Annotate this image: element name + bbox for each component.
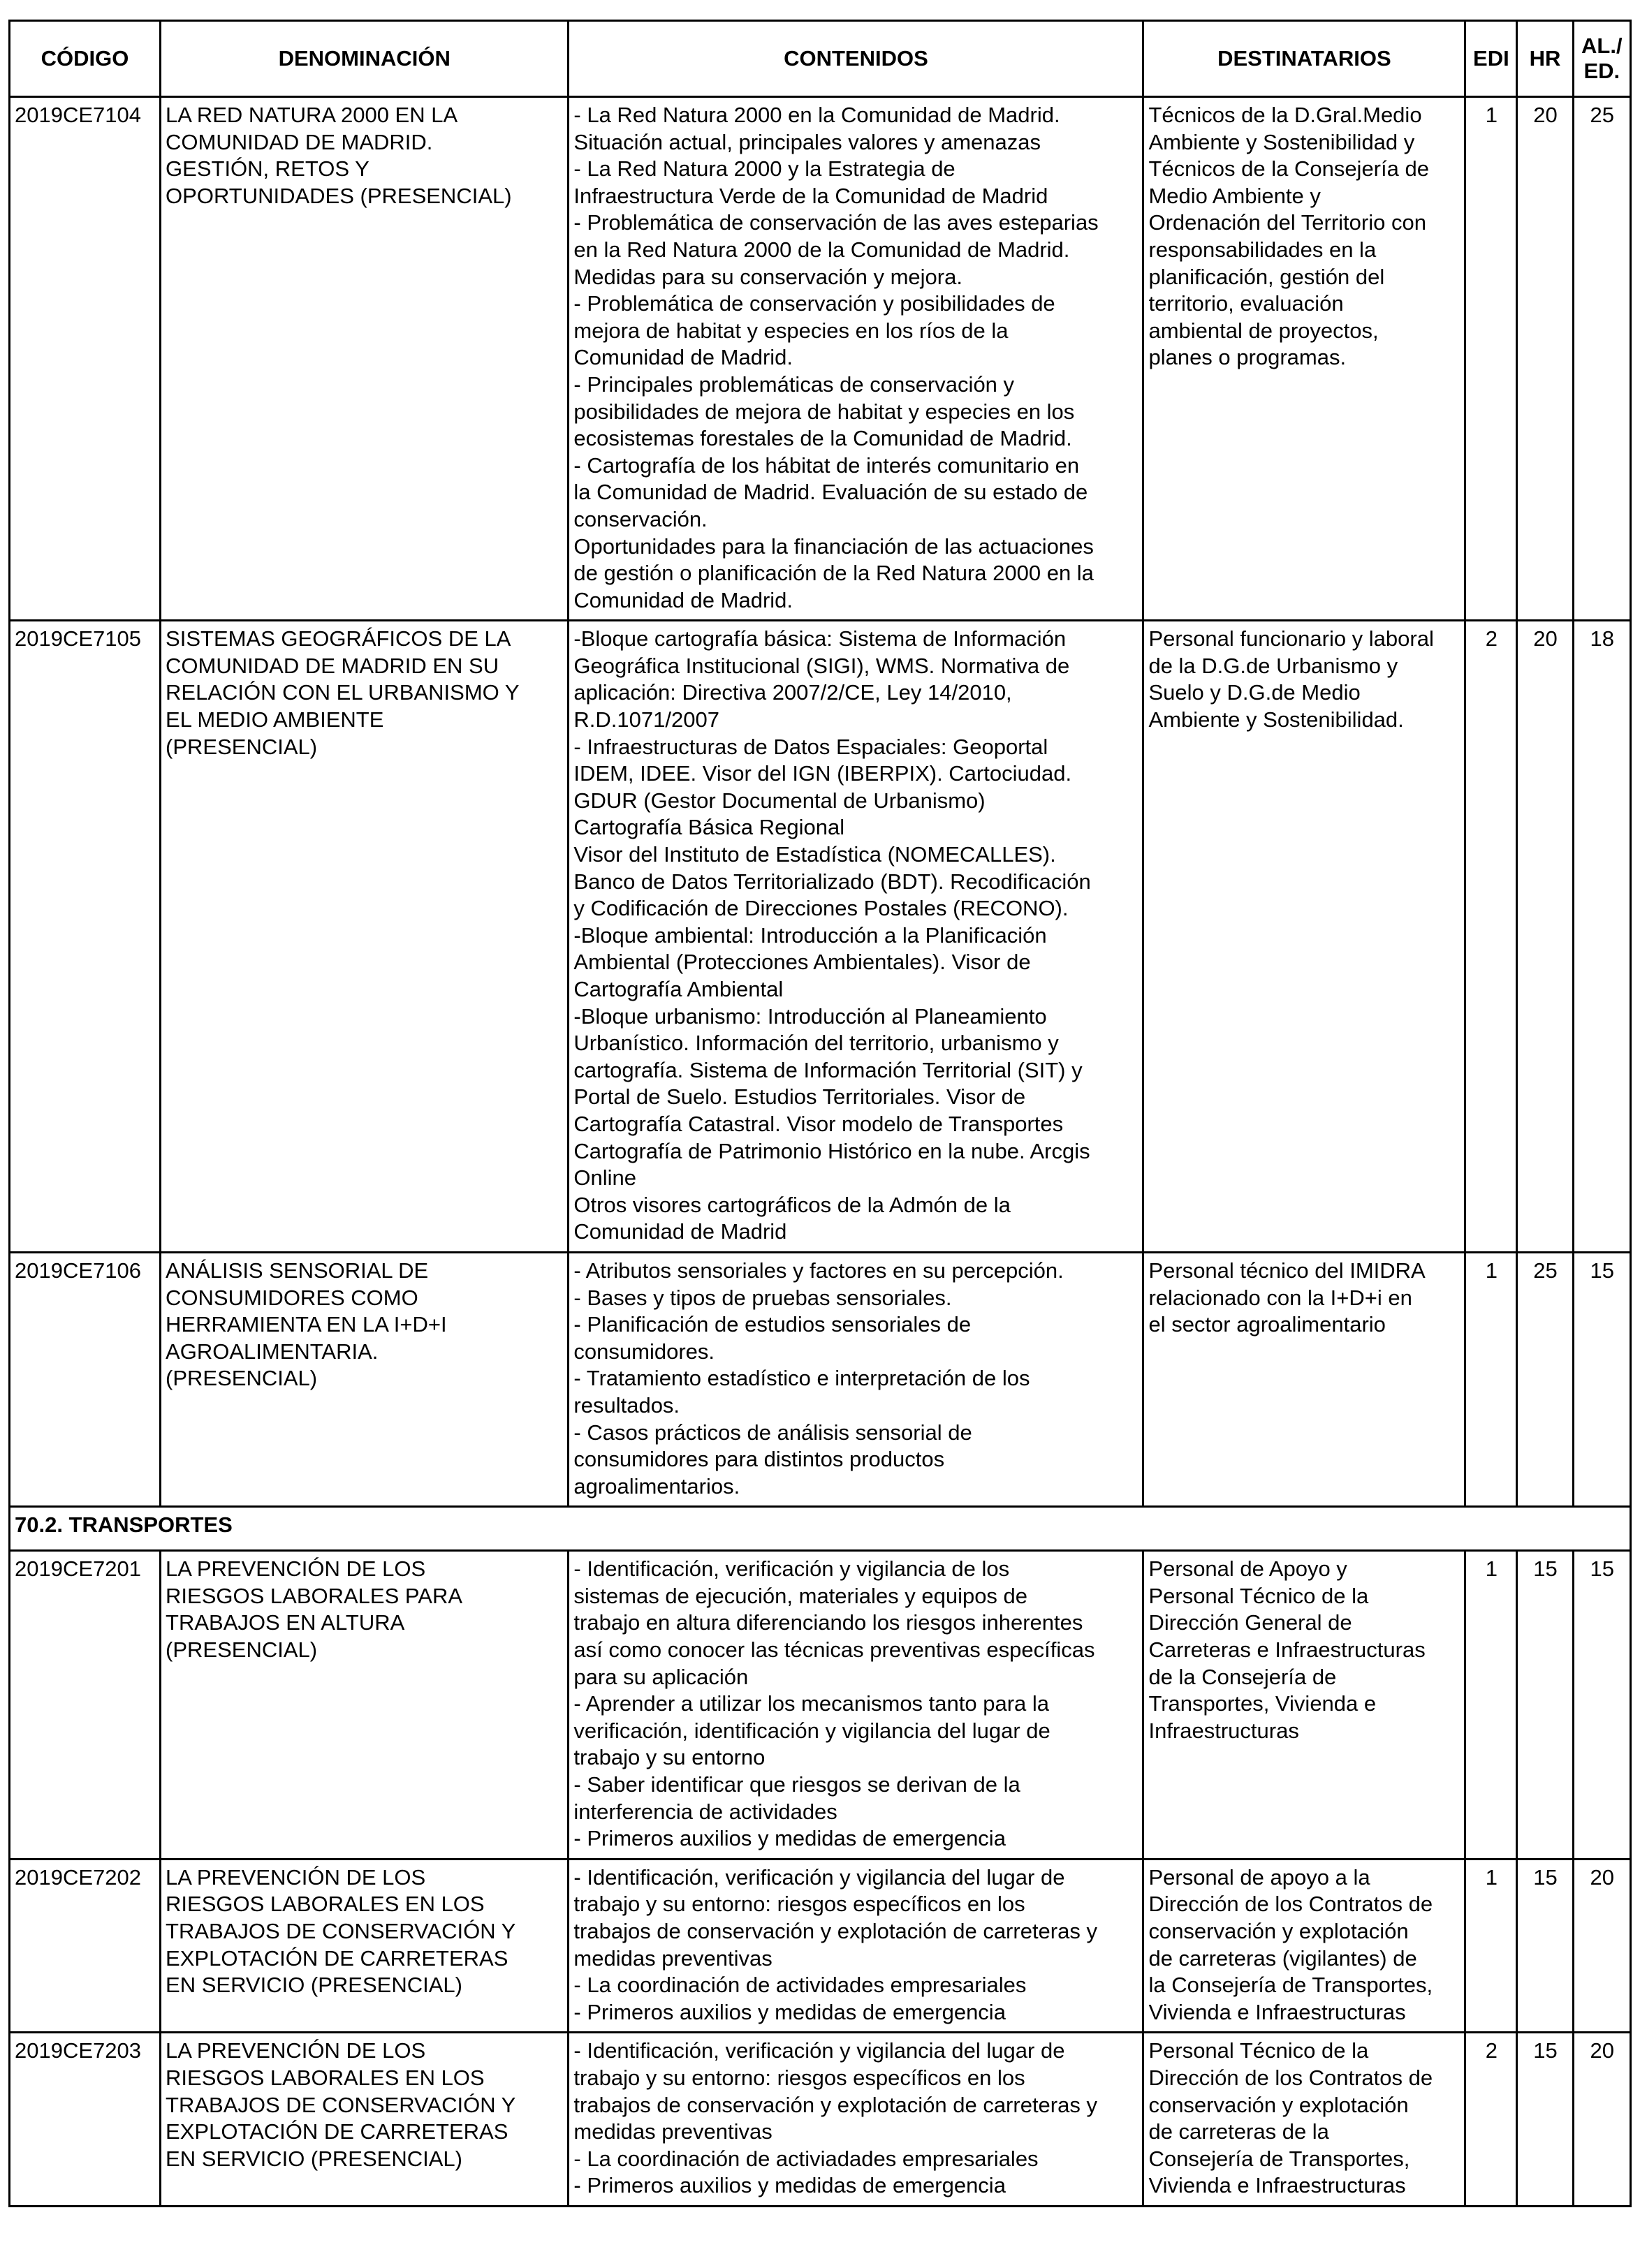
course-contents-line: mejora de habitat y especies en los ríos de la [573,318,1009,343]
course-name-line: TRABAJOS EN ALTURA [166,1610,405,1635]
course-contents-line: conservación. [573,506,708,531]
course-name-line: CONSUMIDORES COMO [166,1285,418,1310]
course-contents-line: - Aprender a utilizar los mecanismos tanto para la [573,1691,1050,1716]
course-hours: 20 [1517,97,1573,621]
course-audience-line: Transportes, Vivienda e [1148,1691,1377,1716]
courses-table [8,20,1632,2207]
course-audience-line: de la Consejería de [1148,1664,1337,1689]
course-contents [569,1551,1143,1860]
course-audience-line: Dirección General de [1148,1610,1352,1635]
course-name-line: SISTEMAS GEOGRÁFICOS DE LA [166,626,511,651]
course-contents-line: Ambiental (Protecciones Ambientales). Visor de [573,950,1031,975]
course-contents-line: consumidores para distintos productos [573,1447,945,1472]
course-contents-line: ecosistemas forestales de la Comunidad de Madrid. [573,426,1072,451]
course-code: 2019CE7106 [10,1252,161,1506]
course-name-line: RELACIÓN CON EL URBANISMO Y [166,680,520,705]
course-contents-line: - Saber identificar que riesgos se derivan de la [573,1772,1020,1797]
course-contents-line: - Infraestructuras de Datos Espaciales: Geoportal [573,734,1048,759]
course-code: 2019CE7201 [10,1551,161,1860]
course-hours: 25 [1517,1252,1573,1506]
course-audience-line: Infraestructuras [1148,1718,1299,1743]
course-contents-line: cartografía. Sistema de Información Territorial (SIT) y [573,1057,1083,1082]
course-contents-line: sistemas de ejecución, materiales y equipos de [573,1583,1028,1608]
course-audience-line: el sector agroalimentario [1148,1312,1386,1337]
course-contents-line: Cartografía de Patrimonio Histórico en la nube. Arcgis [573,1138,1090,1163]
course-contents-line: R.D.1071/2007 [573,707,719,732]
course-audience-line: Técnicos de la D.Gral.Medio [1148,103,1422,127]
course-audience [1143,97,1465,621]
course-contents-line: interferencia de actividades [573,1799,837,1824]
course-audience-line: ambiental de proyectos, [1148,318,1379,343]
course-audience-line: Suelo y D.G.de Medio [1148,680,1361,705]
course-contents-line: trabajos de conservación y explotación de carreteras y [573,1919,1097,1943]
course-contents-line: Comunidad de Madrid. [573,587,793,612]
course-contents-line: así como conocer las técnicas preventivas específicas [573,1637,1095,1663]
course-audience-line: Ordenación del Territorio con [1148,210,1426,235]
course-contents-line: - Planificación de estudios sensoriales de [573,1312,972,1337]
table-row [10,97,1631,621]
course-contents-line: y Codificación de Direcciones Postales (RECONO). [573,896,1069,921]
header-audience: DESTINATARIOS [1143,21,1465,97]
course-editions: 1 [1465,1252,1517,1506]
course-audience-line: Ambiente y Sostenibilidad. [1148,707,1404,732]
course-code: 2019CE7104 [10,97,161,621]
course-name-line: TRABAJOS DE CONSERVACIÓN Y [166,2092,516,2117]
course-contents-line: la Comunidad de Madrid. Evaluación de su estado de [573,480,1088,505]
course-contents-line: en la Red Natura 2000 de la Comunidad de Madrid. [573,237,1070,262]
course-name-line: RIESGOS LABORALES EN LOS [166,1892,485,1917]
course-name-line: EXPLOTACIÓN DE CARRETERAS [166,1945,508,1971]
course-audience-line: Dirección de los Contratos de [1148,1892,1433,1917]
course-students-per-edition: 15 [1573,1551,1630,1860]
course-audience-line: conservación y explotación [1148,2092,1409,2117]
course-contents-line: consumidores. [573,1339,715,1364]
header-contents: CONTENIDOS [569,21,1143,97]
table-row [10,1859,1631,2033]
course-audience-line: Ambiente y Sostenibilidad y [1148,129,1415,154]
course-contents-line: aplicación: Directiva 2007/2/CE, Ley 14/2010, [573,680,1012,705]
table-row [10,1551,1631,1860]
course-name-line: RIESGOS LABORALES PARA [166,1583,463,1608]
course-audience-line: Personal de Apoyo y [1148,1556,1347,1582]
course-editions: 1 [1465,97,1517,621]
course-audience-line: Consejería de Transportes, [1148,2146,1410,2171]
table-body [10,97,1631,2207]
course-audience-line: de la D.G.de Urbanismo y [1148,653,1398,678]
course-contents-line: Comunidad de Madrid [573,1219,787,1244]
course-name-line: ANÁLISIS SENSORIAL DE [166,1258,429,1283]
course-contents [569,2033,1143,2207]
course-contents-line: -Bloque cartografía básica: Sistema de Información [573,626,1067,651]
course-name-line: (PRESENCIAL) [166,734,318,759]
course-code: 2019CE7202 [10,1859,161,2033]
course-contents-line: - Primeros auxilios y medidas de emergencia [573,1826,1006,1851]
course-name [161,1859,569,2033]
course-contents-line: - Identificación, verificación y vigilancia del lugar de [573,2038,1065,2063]
course-name-line: COMUNIDAD DE MADRID. [166,129,433,154]
course-audience-line: Carreteras e Infraestructuras [1148,1637,1426,1663]
course-name [161,1252,569,1506]
course-name [161,97,569,621]
course-audience-line: responsabilidades en la [1148,237,1377,262]
section-title: 70.2. TRANSPORTES [10,1507,1631,1551]
course-contents-line: Portal de Suelo. Estudios Territoriales. Visor de [573,1084,1026,1110]
table-row [10,1252,1631,1506]
course-editions: 1 [1465,1551,1517,1860]
course-name-line: TRABAJOS DE CONSERVACIÓN Y [166,1919,516,1943]
course-students-per-edition: 18 [1573,621,1630,1253]
course-hours: 15 [1517,1859,1573,2033]
course-contents-line: Cartografía Básica Regional [573,815,845,840]
course-audience-line: Vivienda e Infraestructuras [1148,1999,1406,2024]
header-code: CÓDIGO [10,21,161,97]
course-contents-line: posibilidades de mejora de habitat y especies en los [573,399,1075,424]
course-contents-line: Geográfica Institucional (SIGI), WMS. Normativa de [573,653,1070,678]
course-audience-line: relacionado con la I+D+i en [1148,1285,1412,1310]
header-name: DENOMINACIÓN [161,21,569,97]
course-audience-line: de carreteras (vigilantes) de [1148,1945,1417,1971]
course-hours: 15 [1517,1551,1573,1860]
course-contents-line: Urbanístico. Información del territorio, urbanismo y [573,1031,1059,1056]
course-editions: 2 [1465,621,1517,1253]
course-contents-line: -Bloque urbanismo: Introducción al Planeamiento [573,1003,1047,1029]
course-students-per-edition: 25 [1573,97,1630,621]
course-audience-line: Personal de apoyo a la [1148,1864,1370,1890]
course-contents [569,1252,1143,1506]
course-name-line: (PRESENCIAL) [166,1366,318,1391]
course-name-line: LA RED NATURA 2000 EN LA [166,103,458,127]
course-name-line: EXPLOTACIÓN DE CARRETERAS [166,2119,508,2144]
header-hr: HR [1517,21,1573,97]
course-contents [569,1859,1143,2033]
course-contents-line: de gestión o planificación de la Red Natura 2000 en la [573,561,1094,586]
course-contents-line: Situación actual, principales valores y amenazas [573,129,1041,154]
course-name-line: LA PREVENCIÓN DE LOS [166,1556,426,1582]
course-code: 2019CE7105 [10,621,161,1253]
course-name-line: COMUNIDAD DE MADRID EN SU [166,653,499,678]
table-row [10,2033,1631,2207]
course-contents-line: - Casos prácticos de análisis sensorial de [573,1420,972,1445]
course-audience [1143,2033,1465,2207]
course-contents-line: verificación, identificación y vigilancia del lugar de [573,1718,1050,1743]
course-contents-line: resultados. [573,1392,680,1418]
course-audience [1143,1252,1465,1506]
course-name-line: HERRAMIENTA EN LA I+D+I [166,1312,447,1337]
course-name-line: EL MEDIO AMBIENTE [166,707,384,732]
header-al-line1: AL./ [1581,34,1623,58]
course-contents-line: Comunidad de Madrid. [573,345,793,370]
course-hours: 20 [1517,621,1573,1253]
course-contents-line: Cartografía Catastral. Visor modelo de Transportes [573,1111,1064,1136]
course-contents-line: Infraestructura Verde de la Comunidad de Madrid [573,183,1048,208]
course-contents-line: - La Red Natura 2000 y la Estrategia de [573,156,956,182]
course-students-per-edition: 20 [1573,2033,1630,2207]
course-contents [569,621,1143,1253]
document-page [8,20,1632,2207]
course-audience-line: Vivienda e Infraestructuras [1148,2173,1406,2198]
course-audience-line: Técnicos de la Consejería de [1148,156,1429,182]
course-audience-line: conservación y explotación [1148,1919,1409,1943]
course-contents-line: IDEM, IDEE. Visor del IGN (IBERPIX). Cartociudad. [573,761,1072,786]
course-contents-line: trabajos de conservación y explotación de carreteras y [573,2092,1097,2117]
table-row [10,621,1631,1253]
course-contents-line: Medidas para su conservación y mejora. [573,264,962,289]
course-contents-line: Visor del Instituto de Estadística (NOMECALLES). [573,842,1056,867]
course-contents-line: medidas preventivas [573,2119,773,2144]
course-contents [569,97,1143,621]
course-audience [1143,621,1465,1253]
course-contents-line: GDUR (Gestor Documental de Urbanismo) [573,788,986,813]
course-contents-line: - Bases y tipos de pruebas sensoriales. [573,1285,952,1310]
course-contents-line: trabajo y su entorno [573,1745,766,1770]
course-contents-line: trabajo y su entorno: riesgos específicos en los [573,1892,1025,1917]
header-al-ed [1573,21,1630,97]
course-audience-line: Personal técnico del IMIDRA [1148,1258,1426,1283]
course-audience-line: Personal Técnico de la [1148,2038,1369,2063]
course-contents-line: - Atributos sensoriales y factores en su percepción. [573,1258,1064,1283]
table-header-row [10,21,1631,97]
course-contents-line: - Tratamiento estadístico e interpretación de los [573,1366,1030,1391]
course-contents-line: - Primeros auxilios y medidas de emergencia [573,1999,1006,2024]
course-contents-line: -Bloque ambiental: Introducción a la Planificación [573,922,1047,948]
course-audience-line: Personal Técnico de la [1148,1583,1369,1608]
course-contents-line: - Identificación, verificación y vigilancia de los [573,1556,1010,1582]
course-contents-line: Banco de Datos Territorializado (BDT). Recodificación [573,869,1091,894]
header-edi: EDI [1465,21,1517,97]
course-name-line: AGROALIMENTARIA. [166,1339,379,1364]
course-contents-line: Cartografía Ambiental [573,977,784,1001]
course-audience-line: de carreteras de la [1148,2119,1329,2144]
course-contents-line: Otros visores cartográficos de la Admón de la [573,1192,1011,1217]
course-audience-line: Medio Ambiente y [1148,183,1321,208]
course-audience-line: territorio, evaluación [1148,291,1344,316]
course-name-line: LA PREVENCIÓN DE LOS [166,2038,426,2063]
course-contents-line: para su aplicación [573,1664,749,1689]
section-row [10,1507,1631,1551]
course-hours: 15 [1517,2033,1573,2207]
course-name-line: EN SERVICIO (PRESENCIAL) [166,1973,462,1998]
course-editions: 1 [1465,1859,1517,2033]
course-contents-line: - Identificación, verificación y vigilancia del lugar de [573,1864,1065,1890]
course-editions: 2 [1465,2033,1517,2207]
course-contents-line: - La coordinación de activiadades empresariales [573,2146,1039,2171]
course-audience [1143,1859,1465,2033]
course-name [161,621,569,1253]
header-al-line2: ED. [1583,59,1620,83]
course-name-line: EN SERVICIO (PRESENCIAL) [166,2146,462,2171]
course-contents-line: trabajo y su entorno: riesgos específicos en los [573,2065,1025,2090]
course-audience-line: planificación, gestión del [1148,264,1385,289]
course-name-line: GESTIÓN, RETOS Y [166,156,369,182]
course-audience [1143,1551,1465,1860]
course-name-line: LA PREVENCIÓN DE LOS [166,1864,426,1890]
course-audience-line: Dirección de los Contratos de [1148,2065,1433,2090]
course-name-line: RIESGOS LABORALES EN LOS [166,2065,485,2090]
course-contents-line: medidas preventivas [573,1945,773,1971]
course-contents-line: - Cartografía de los hábitat de interés comunitario en [573,452,1080,478]
course-contents-line: - Problemática de conservación de las aves esteparias [573,210,1099,235]
course-audience-line: Personal funcionario y laboral [1148,626,1434,651]
course-audience-line: la Consejería de Transportes, [1148,1973,1433,1998]
course-students-per-edition: 15 [1573,1252,1630,1506]
course-contents-line: Online [573,1165,637,1191]
course-contents-line: - La Red Natura 2000 en la Comunidad de Madrid. [573,103,1060,127]
course-name [161,1551,569,1860]
course-contents-line: - Primeros auxilios y medidas de emergencia [573,2173,1006,2198]
course-contents-line: - Problemática de conservación y posibilidades de [573,291,1055,316]
course-students-per-edition: 20 [1573,1859,1630,2033]
course-contents-line: - La coordinación de actividades empresariales [573,1973,1027,1998]
course-audience-line: planes o programas. [1148,345,1347,370]
course-code: 2019CE7203 [10,2033,161,2207]
course-contents-line: Oportunidades para la financiación de las actuaciones [573,533,1094,559]
course-name [161,2033,569,2207]
course-contents-line: agroalimentarios. [573,1473,740,1498]
course-name-line: OPORTUNIDADES (PRESENCIAL) [166,183,512,208]
course-contents-line: - Principales problemáticas de conservación y [573,371,1015,397]
course-contents-line: trabajo en altura diferenciando los riesgos inherentes [573,1610,1083,1635]
course-name-line: (PRESENCIAL) [166,1637,318,1663]
